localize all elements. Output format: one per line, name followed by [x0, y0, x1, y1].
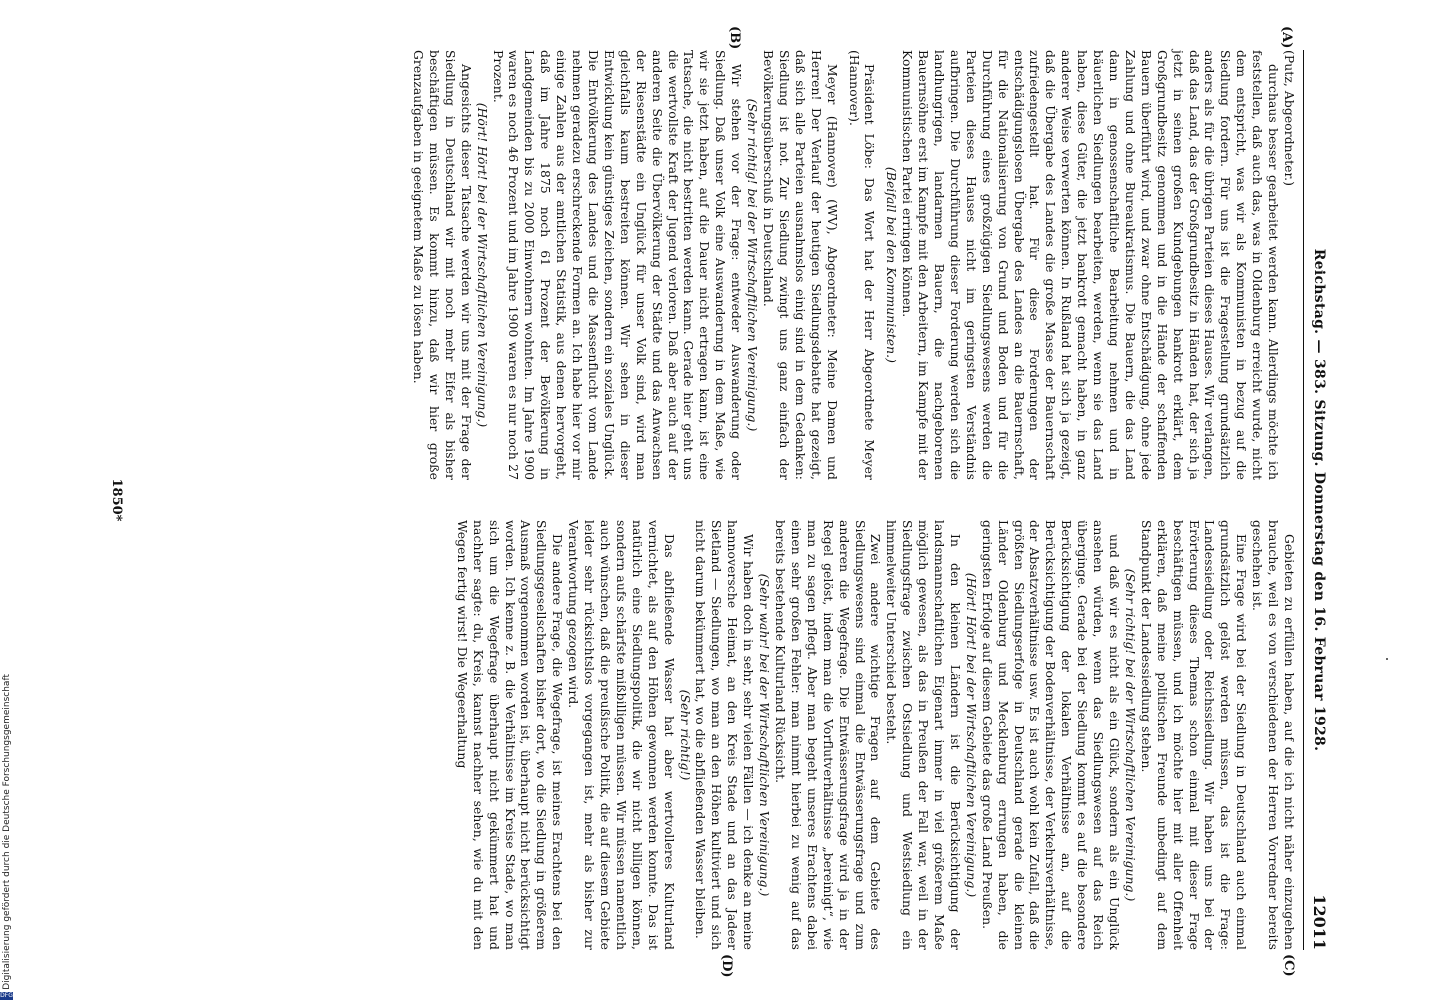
paragraph: Präsident Löbe: Das Wort hat der Herr Abgeordnete Meyer (Hannover).: [846, 50, 877, 480]
scan-speck: [1386, 658, 1388, 660]
interjection: (Sehr wahr! bei der Wirtschaftlichen Vereinigung.): [757, 573, 772, 897]
paragraph: Wir haben doch in sehr, sehr vielen Fällen — ich denke an meine hannoversche Heimat, an den Kreis Stade und an das Jadeer Sietland — Siedlungen, wo man an den Höhen kultiviert und sich nicht darum bekümmert hat, wo die abfließenden Wasser bleiben.: [693, 520, 756, 950]
paragraph: Eine Frage wird bei der Siedlung in Deutschland auch einmal grundsätzlich gelöst werden müssen, das ist die Frage: Landessiedlung oder Reichssiedlung. Wir haben uns bei der Erörterung dieses Themas schon einmal mit dieser Frage beschäftigen müssen, und ich möchte hier mit aller Offenheit erklären, daß meine politischen Freunde unbedingt auf dem Standpunkt der Landessiedlung stehen.: [1138, 520, 1249, 950]
paragraph: durchaus besser gearbeitet werden kann. Allerdings möchte ich feststellen, daß auch das, was in Oldenburg erreicht wurde, nicht dem entspricht, was wir als Kommunisten in bezug auf die Siedlung fordern. Für uns ist die Fragestellung grundsätzlich anders als für die übrigen Parteien dieses Hauses. Wir verlangen, daß das Land, das der Großgrundbesitz in Händen hat, der sich ja jetzt in seinen großen Kundgebungen bankrott erklärt, dem Großgrundbesitz genommen und in die Hände der schaffenden Bauern überführt wird, und zwar ohne Entschädigung, ohne jede Zahlung und ohne Bureaukratismus. Die Bauern, die das Land dann in genossenschaftliche Bearbeitung nehmen und in bäuerlichen Siedlungen bearbeiten, werden, wenn sie das Land haben, diese Güter, die jetzt bankrott gemacht haben, in ganz anderer Weise verwerten können. In Rußland hat sich ja gezeigt, daß die Übergabe des Landes die große Masse der Bauernschaft zufriedengestellt hat. Für diese Forderungen der entschädigungslosen Übergabe des Landes an die Bauernschaft, für die Nationalisierung von Grund und Boden und für die Durchführung eines großzügigen Siedlungswesens werden die Parteien dieses Hauses nicht im geringsten Verständnis aufbringen. Die Durchführung dieser Forderung werden sich die landhungrigen, landarmen Bauern, die nachgeborenen Bauernsöhne erst im Kampfe mit den Arbeitern, im Kampfe mit der Kommunistischen Partei erringen können.: [900, 50, 1281, 480]
margin-marker-d: (D): [719, 954, 734, 978]
header-page-number: 12011: [1310, 894, 1329, 950]
page-header: [1303, 50, 1332, 950]
dfg-logo: DFG: [0, 992, 13, 999]
paragraph: Wir stehen vor der Frage: entweder Auswanderung oder Siedlung. Daß unser Volk eine Auswanderung in dem Maße, wie wir sie jetzt haben, auf die Dauer nicht ertragen kann, ist eine Tatsache, die nicht bestritten werden kann. Gerade hier geht uns die wertvollste Kraft der Jugend verloren. Daß aber auch auf der anderen Seite die Übervölkerung der Städte und das Anwachsen der Riesenstädte ein Unglück für unser Volk sind, wird man gleichfalls kaum bestreiten können. Wir sehen in dieser Entwicklung kein günstiges Zeichen, sondern ein soziales Unglück. Die Entvölkerung des Landes und die Massenflucht vom Lande nehmen geradezu erschreckende Formen an. Ich habe hier vor mir einige Zahlen aus der amtlichen Statistik, aus denen hervorgeht, daß im Jahre 1875 noch 61 Prozent der Bevölkerung in Landgemeinden bis zu 2000 Einwohnern wohnten. Im Jahre 1900 waren es noch 46 Prozent und im Jahre 1900 waren es nur noch 27 Prozent.: [490, 50, 744, 480]
digitization-sidebar: [0, 0, 14, 1000]
paragraph: Angesichts dieser Tatsache werden wir uns mit der Frage der Siedlung in Deutschland wir mit noch mehr Eifer als bisher beschäftigen müssen. Es kommt hinzu, daß wir hier große Grenzaufgaben in geeignetem Maße zu lösen haben.: [411, 50, 473, 480]
rotated-page: [102, 26, 1332, 978]
footer-page-mark: 1850*: [109, 478, 124, 522]
header-title: Reichstag. — 383. Sitzung. Donnerstag den 16. Februar 1928.: [1311, 248, 1327, 752]
left-column: [409, 50, 1296, 480]
paragraph: Die andere Frage, die Wegefrage, ist meines Erachtens bei den Siedlungsgesellschaften bisher dort, wo die Siedlung in größerem Ausmaß vorgenommen worden ist, überhaupt nicht berücksichtigt worden. Ich kenne z. B. die Verhältnisse im Kreise Stade, wo man sich um die Wegefrage überhaupt nicht gekümmert hat und nachher sagte: du, Kreis, kannst nachher sehen, wie du mit den Wegen fertig wirst! Die Wegeerhaltung: [454, 520, 565, 950]
margin-marker-c: (C): [1281, 954, 1296, 977]
funding-credit: Digitalisierung gefördert durch die Deutsche Forschungsgemeinschaft: [2, 674, 12, 990]
interjection: (Sehr richtig! bei der Wirtschaftlichen Vereinigung.): [1122, 568, 1137, 902]
interjection: (Sehr richtig! bei der Wirtschaftlichen Vereinigung.): [745, 98, 760, 432]
margin-marker-b: (B): [727, 26, 742, 50]
interjection: (Beifall bei den Kommunisten.): [884, 166, 899, 364]
paragraph: Zwei andere wichtige Fragen auf dem Gebiete des Siedlungswesens sind einmal die Entwässerungsfrage und zum anderen die Wegefrage. Die Entwässerungsfrage wird ja in der Regel gelöst, indem man die Vorflutverhältnisse „bereinigt“, wie man zu sagen pflegt. Aber man begeht unseres Erachtens dabei einen sehr großen Fehler: man nimmt hierbei zu wenig auf das bereits bestehende Kulturland Rücksicht.: [773, 520, 883, 950]
right-column: [453, 520, 1296, 950]
paragraph: und daß wir es nicht als ein Glück, sondern als ein Unglück ansehen würden, wenn das Siedlungswesen auf das Reich überginge. Gerade bei der Siedlung kommt es auf die besondere Berücksichtigung der lokalen Verhältnisse an, auf die Berücksichtigung der Bodenverhältnisse, der Verkehrsverhältnisse, der Absatzverhältnisse usw. Es ist auch wohl kein Zufall, daß die größten Siedlungserfolge in Deutschland gerade die kleinen Länder Oldenburg und Mecklenburg errungen haben, die geringsten Erfolge auf diesem Gebiete das große Land Preußen.: [979, 520, 1122, 950]
margin-marker-a: (A): [1279, 26, 1294, 49]
paragraph: Gebieten zu erfüllen haben, auf die ich nicht näher einzugehen brauche, weil es von verschiedenen der Herren Vorredner bereits geschehen ist.: [1250, 520, 1296, 950]
interjection: (Hört! Hört! bei der Wirtschaftlichen Vereinigung.): [963, 572, 978, 898]
speaker-line: (Putz, Abgeordneter.): [1282, 50, 1296, 187]
paragraph: In den kleinen Ländern ist die Berücksichtigung der landsmannschaftlichen Eigenart immer in viel größerem Maße möglich gewesen, als das in Preußen der Fall war, weil in der Siedlungsfrage zwischen Ostsiedlung und Westsiedlung ein himmelweiter Unterschied besteht.: [884, 520, 962, 950]
paragraph: Meyer (Hannover) (WV), Abgeordneter: Meine Damen und Herren! Der Verlauf der heutigen Siedlungsdebatte hat gezeigt, daß sich alle Parteien ausnahmslos einig sind in dem Gedanken: Siedlung ist not. Zur Siedlung zwingt uns ganz einfach der Bevölkerungsüberschuß in Deutschland.: [761, 50, 839, 480]
interjection: (Sehr richtig!): [677, 689, 692, 781]
interjection: (Hört! Hört! bei der Wirtschaftlichen Vereinigung.): [474, 102, 489, 428]
paragraph: Das abfließende Wasser hat aber wertvolleres Kulturland vernichtet, als auf den Höhen gewonnen werden konnte. Das ist natürlich eine Siedlungspolitik, die wir nicht billigen können, sondern aufs schärfste mißbilligen müssen. Wir müssen namentlich auch wünschen, daß die preußische Politik, die auf diesem Gebiete leider sehr rücksichtslos vorgegangen ist, mehr als bisher zur Verantwortung gezogen wird.: [566, 520, 676, 950]
